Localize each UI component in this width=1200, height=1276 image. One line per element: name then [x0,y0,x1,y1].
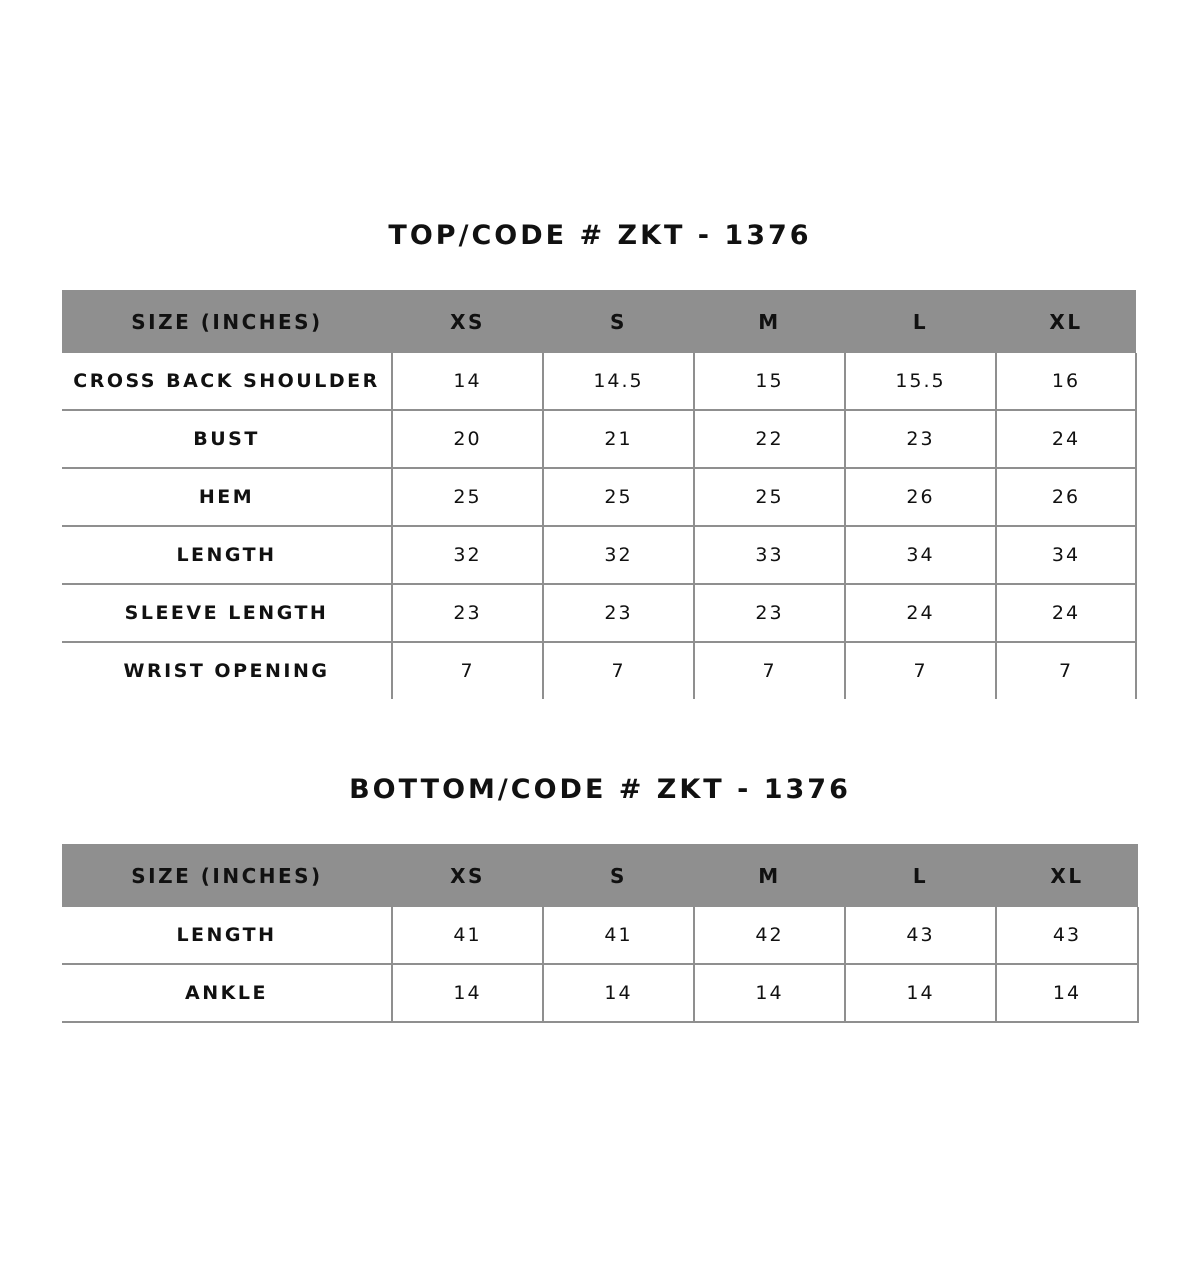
table-row [62,526,1136,584]
top-section-title: TOP/CODE # ZKT - 1376 [388,220,812,251]
row-label: LENGTH [62,907,392,964]
table-cell: 7 [392,642,543,699]
table-cell: 16 [996,353,1136,410]
table-cell: 24 [996,410,1136,468]
header-size-s: S [543,290,694,353]
row-label: ANKLE [62,964,392,1022]
table-header-row [62,290,1136,353]
table-row [62,584,1136,642]
table-cell: 14.5 [543,353,694,410]
table-cell: 14 [996,964,1138,1022]
table-cell: 7 [694,642,845,699]
table-cell: 22 [694,410,845,468]
table-cell: 32 [392,526,543,584]
row-label: HEM [62,468,392,526]
table-cell: 15.5 [845,353,996,410]
row-label: CROSS BACK SHOULDER [62,353,392,410]
table-cell: 15 [694,353,845,410]
header-size-xl: XL [996,290,1136,353]
table-row [62,964,1138,1022]
table-cell: 24 [996,584,1136,642]
table-cell: 43 [996,907,1138,964]
table-cell: 26 [996,468,1136,526]
header-size-xl: XL [996,844,1138,907]
table-cell: 24 [845,584,996,642]
table-cell: 25 [392,468,543,526]
table-row [62,353,1136,410]
header-size-m: M [694,290,845,353]
table-row [62,410,1136,468]
header-size-xs: XS [392,844,543,907]
header-size-l: L [845,290,996,353]
table-cell: 7 [845,642,996,699]
table-cell: 42 [694,907,845,964]
header-size-l: L [845,844,996,907]
header-size-inches: SIZE (INCHES) [62,290,392,353]
table-cell: 20 [392,410,543,468]
table-row [62,642,1136,699]
table-cell: 23 [845,410,996,468]
table-cell: 14 [694,964,845,1022]
bottom-size-table [62,844,1139,1023]
table-cell: 14 [392,353,543,410]
table-cell: 23 [392,584,543,642]
header-size-xs: XS [392,290,543,353]
table-cell: 34 [845,526,996,584]
table-cell: 41 [392,907,543,964]
table-row [62,907,1138,964]
table-cell: 14 [392,964,543,1022]
table-row [62,468,1136,526]
table-cell: 7 [996,642,1136,699]
table-cell: 14 [845,964,996,1022]
table-cell: 14 [543,964,694,1022]
header-size-inches: SIZE (INCHES) [62,844,392,907]
row-label: LENGTH [62,526,392,584]
table-cell: 23 [694,584,845,642]
table-cell: 34 [996,526,1136,584]
table-cell: 33 [694,526,845,584]
row-label: BUST [62,410,392,468]
top-size-table [62,290,1137,699]
table-cell: 26 [845,468,996,526]
table-cell: 41 [543,907,694,964]
table-cell: 25 [694,468,845,526]
table-cell: 7 [543,642,694,699]
header-size-s: S [543,844,694,907]
table-cell: 25 [543,468,694,526]
header-size-m: M [694,844,845,907]
table-header-row [62,844,1138,907]
table-cell: 21 [543,410,694,468]
row-label: SLEEVE LENGTH [62,584,392,642]
table-cell: 32 [543,526,694,584]
table-cell: 43 [845,907,996,964]
table-cell: 23 [543,584,694,642]
row-label: WRIST OPENING [123,660,330,682]
bottom-section-title: BOTTOM/CODE # ZKT - 1376 [349,774,851,805]
